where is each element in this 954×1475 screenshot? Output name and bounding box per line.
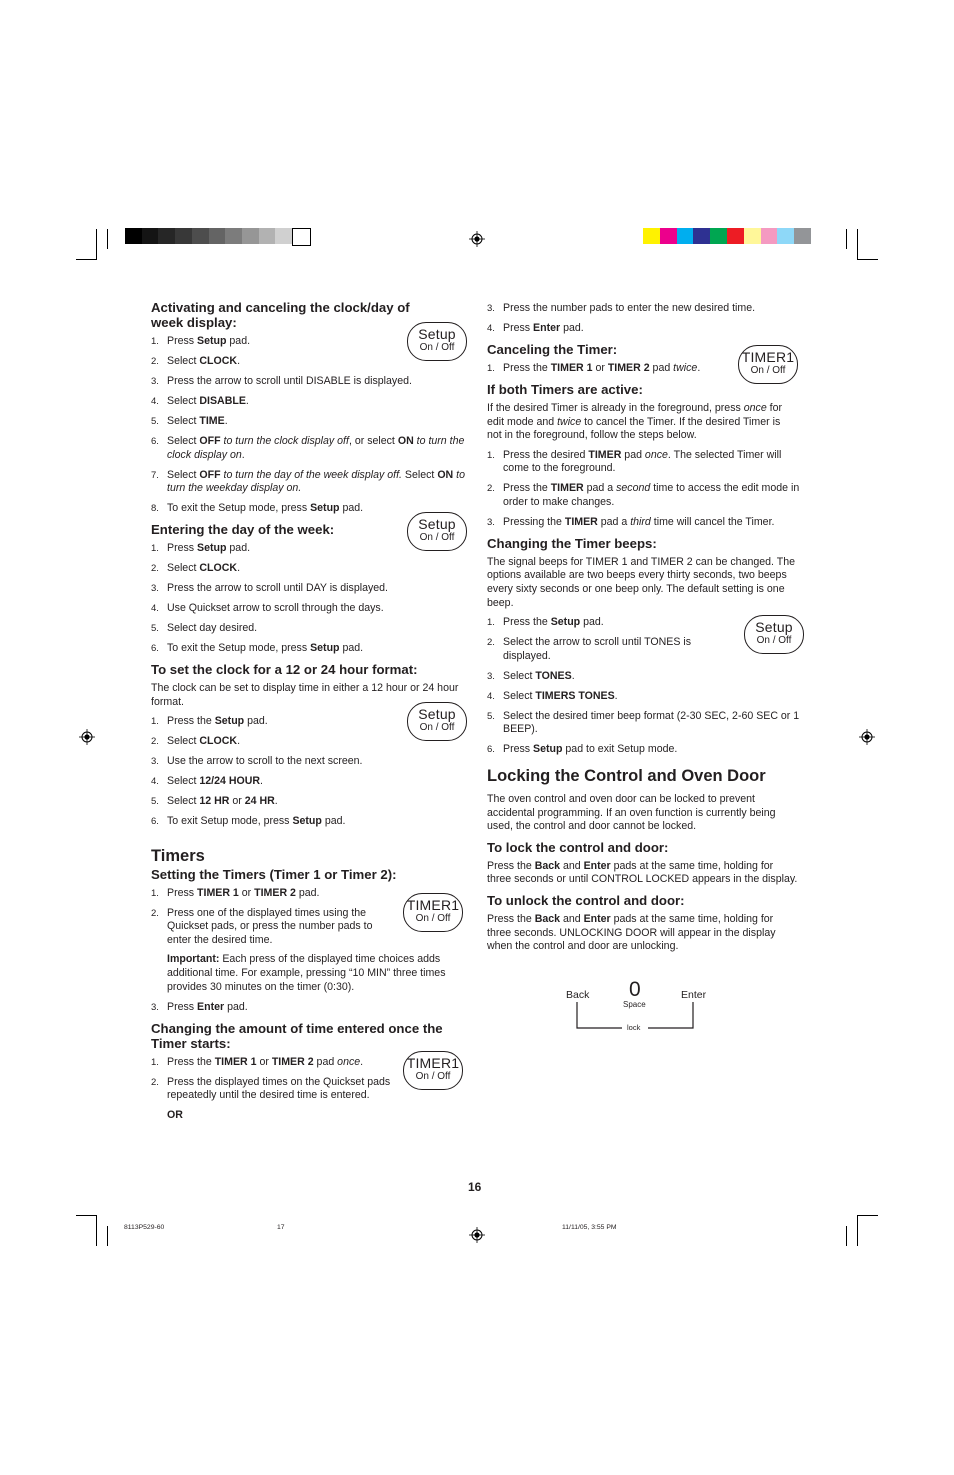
list-item: 3. Press the arrow to scroll until DAY is displayed. bbox=[151, 582, 388, 595]
list-item: 1. Press TIMER 1 or TIMER 2 pad. bbox=[151, 886, 320, 899]
setup-pad-icon: Setup On / Off bbox=[407, 512, 467, 551]
gray-swatch bbox=[225, 228, 242, 244]
setup-pad-icon: Setup On / Off bbox=[744, 615, 804, 654]
job-number: 8113P529-60 bbox=[124, 1224, 165, 1231]
gray-swatch bbox=[242, 228, 259, 244]
color-swatch bbox=[677, 228, 694, 244]
section-title-locking: Locking the Control and Oven Door bbox=[487, 766, 766, 785]
list-item: 3. Use the arrow to scroll to the next screen. bbox=[151, 755, 363, 768]
list-item: 1. Press Setup pad. bbox=[151, 542, 251, 555]
intro-12-24-format: The clock can be set to display time in either a 12 hour or 24 hour format. bbox=[151, 681, 459, 708]
heading-change-time: Changing the amount of time entered once the Timer starts: bbox=[151, 1020, 443, 1051]
heading-unlock: To unlock the control and door: bbox=[487, 892, 685, 908]
list-item: 2. Select CLOCK. bbox=[151, 354, 241, 367]
list-item: 2. Select CLOCK. bbox=[151, 562, 241, 575]
list-item: 2. Press the displayed times on the Quickset pads repeatedly until the desired time is entered. OR bbox=[151, 1076, 471, 1123]
list-item: 6. Press Setup pad to exit Setup mode. bbox=[487, 743, 678, 756]
intro-locking: The oven control and oven door can be locked to prevent accidental programming. If an oven function is currently being used, the control and door cannot be locked. bbox=[487, 792, 776, 833]
list-item: 3. Press the number pads to enter the new desired time. bbox=[487, 302, 756, 314]
heading-cancel-timer: Canceling the Timer: bbox=[487, 341, 618, 357]
steps-clock-display bbox=[151, 335, 471, 516]
list-item: 1. Press the Setup pad. bbox=[487, 616, 604, 629]
list-item: 3. Press the arrow to scroll until DISABLE is displayed. bbox=[151, 374, 412, 387]
steps-continued bbox=[487, 302, 807, 336]
list-item: 4. Select TIMERS TONES. bbox=[487, 689, 618, 702]
list-item: 4. Select 12/24 HOUR. bbox=[151, 775, 263, 788]
color-swatch bbox=[744, 228, 761, 244]
registration-mark-right bbox=[859, 729, 875, 745]
list-item: 1. Press the TIMER 1 or TIMER 2 pad twice. bbox=[487, 361, 701, 374]
back-key-label: Back bbox=[566, 989, 590, 1001]
list-item: 6. To exit Setup mode, press Setup pad. bbox=[151, 815, 346, 828]
heading-setting-timers: Setting the Timers (Timer 1 or Timer 2): bbox=[151, 866, 397, 882]
list-item: 1. Press the Setup pad. bbox=[151, 715, 268, 728]
lock-keypad-diagram bbox=[560, 978, 710, 1034]
list-item: 4. Use Quickset arrow to scroll through the days. bbox=[151, 602, 384, 615]
intro-timer-beeps: The signal beeps for TIMER 1 and TIMER 2 can be changed. The options available are two beeps every thirty seconds, two beeps every sixty seconds or one beep only. The default setting is one beep. bbox=[487, 555, 795, 609]
list-item: 7. Select OFF to turn the day of the week display off. Select ON to turn the weekday display on. bbox=[151, 468, 465, 495]
zero-key-label: 0 bbox=[629, 978, 641, 1001]
list-item: 3. Select TONES. bbox=[487, 669, 575, 682]
list-item: 5. Select the desired timer beep format (2-30 SEC, 2-60 SEC or 1 BEEP). bbox=[487, 709, 800, 736]
space-key-label: Space bbox=[623, 1000, 646, 1009]
gray-swatch bbox=[125, 228, 142, 244]
timer1-pad-icon: TIMER1 On / Off bbox=[403, 893, 463, 932]
heading-12-24-format: To set the clock for a 12 or 24 hour format: bbox=[151, 661, 418, 677]
lock-label: lock bbox=[627, 1023, 641, 1032]
registration-mark-bottom bbox=[469, 1227, 485, 1243]
list-item: 5. Select day desired. bbox=[151, 622, 258, 634]
gray-swatch bbox=[142, 228, 159, 244]
list-item: 5. Select 12 HR or 24 HR. bbox=[151, 795, 278, 808]
list-item: 5. Select TIME. bbox=[151, 414, 228, 427]
heading-lock: To lock the control and door: bbox=[487, 839, 669, 855]
list-item: 2. Press one of the displayed times using the Quickset pads, or press the number pads to enter the desired time. Important: Each press of the displayed time choices adds additional time. For example, pressing “10 MIN” three times provides 30 minutes on the timer (0:30). bbox=[151, 907, 471, 995]
list-item: 1. Press the TIMER 1 or TIMER 2 pad once. bbox=[151, 1055, 364, 1068]
list-item: 3. Press Enter pad. bbox=[151, 1000, 248, 1013]
section-title-timers: Timers bbox=[151, 846, 205, 865]
setup-pad-icon: Setup On / Off bbox=[407, 322, 467, 361]
list-item: 1. Press the desired TIMER pad once. The selected Timer will come to the foreground. bbox=[487, 448, 782, 475]
list-item: 3. Pressing the TIMER pad a third time will cancel the Timer. bbox=[487, 515, 775, 528]
enter-key-label: Enter bbox=[681, 989, 707, 1001]
gray-swatch bbox=[175, 228, 192, 244]
color-swatch bbox=[643, 228, 660, 244]
list-item: 4. Press Enter pad. bbox=[487, 321, 584, 334]
page-number: 16 bbox=[468, 1180, 482, 1194]
timer1-pad-icon: TIMER1 On / Off bbox=[403, 1051, 463, 1090]
gray-swatch bbox=[158, 228, 175, 244]
list-item: 8. To exit the Setup mode, press Setup pad. bbox=[151, 502, 364, 515]
heading-timer-beeps: Changing the Timer beeps: bbox=[487, 535, 657, 551]
color-swatch bbox=[660, 228, 677, 244]
print-timestamp: 11/11/05, 3:55 PM bbox=[562, 1224, 617, 1231]
steps-both-timers bbox=[487, 449, 807, 530]
color-swatch bbox=[761, 228, 778, 244]
color-swatch bbox=[727, 228, 744, 244]
color-swatch bbox=[693, 228, 710, 244]
heading-both-timers: If both Timers are active: bbox=[487, 381, 643, 397]
gray-swatch bbox=[259, 228, 276, 244]
list-item: 2. Select the arrow to scroll until TONES is displayed. bbox=[487, 636, 692, 662]
registration-mark-left bbox=[79, 729, 95, 745]
setup-pad-icon: Setup On / Off bbox=[407, 702, 467, 741]
list-item: 2. Select CLOCK. bbox=[151, 735, 241, 748]
registration-mark-top bbox=[469, 231, 485, 247]
gray-swatch bbox=[209, 228, 226, 244]
list-item: 6. Select OFF to turn the clock display off, or select ON to turn the clock display on. bbox=[151, 434, 465, 461]
color-swatch bbox=[794, 228, 811, 244]
gray-swatch bbox=[292, 228, 311, 246]
color-swatch bbox=[710, 228, 727, 244]
color-swatch bbox=[777, 228, 794, 244]
lock-instructions: Press the Back and Enter pads at the same time, holding for three seconds or until CONTROL LOCKED appears in the display. bbox=[487, 859, 798, 886]
gray-swatch bbox=[192, 228, 209, 244]
steps-day-of-week bbox=[151, 542, 471, 656]
important-note: Important: Each press of the displayed time choices adds additional time. For example, pressing “10 MIN” three times provides 30 minutes on the timer (0:30). bbox=[167, 953, 446, 993]
unlock-instructions: Press the Back and Enter pads at the same time, holding for three seconds. UNLOCKING DOOR will appear in the display when the control and door are unlocking. bbox=[487, 912, 776, 953]
timer1-pad-icon: TIMER1 On / Off bbox=[738, 345, 798, 384]
or-label: OR bbox=[167, 1108, 183, 1121]
list-item: 1. Press Setup pad. bbox=[151, 335, 251, 347]
heading-day-of-week: Entering the day of the week: bbox=[151, 522, 335, 538]
heading-clock-display: Activating and canceling the clock/day of week display: bbox=[151, 300, 410, 330]
list-item: 4. Select DISABLE. bbox=[151, 394, 249, 407]
list-item: 2. Press the TIMER pad a second time to access the edit mode in order to make changes. bbox=[487, 482, 800, 508]
sheet-number: 17 bbox=[277, 1224, 285, 1231]
list-item: 6. To exit the Setup mode, press Setup pad. bbox=[151, 641, 364, 654]
gray-swatch bbox=[275, 228, 292, 244]
intro-both-timers: If the desired Timer is already in the foreground, press once for edit mode and twice to cancel the Timer. If the desired Timer is not in the foreground, follow the steps below. bbox=[487, 401, 783, 442]
